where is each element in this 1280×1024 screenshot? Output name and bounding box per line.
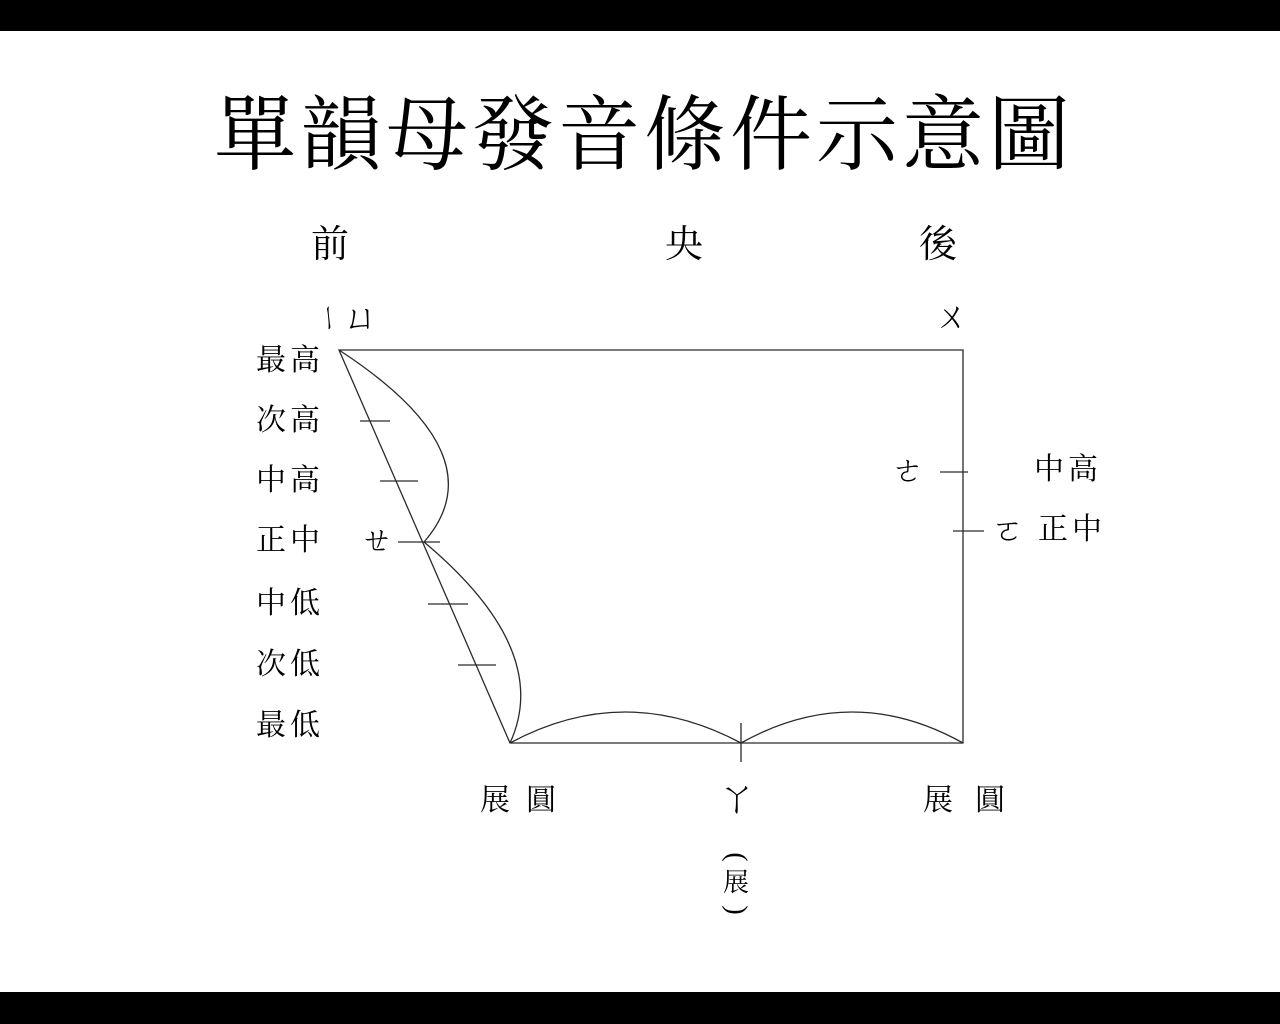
a-annotation-open-paren: (	[721, 852, 752, 862]
vowel-eh: ㄝ	[360, 522, 394, 558]
height-label-zuidi: 最低	[256, 709, 324, 742]
bottom-arc-left	[510, 712, 741, 743]
a-annotation-spread: 展	[722, 868, 750, 897]
axis-label-back: 後	[918, 224, 958, 266]
vowel-e: ㄜ	[891, 452, 925, 488]
height-label-zhonggao: 中高	[256, 464, 324, 497]
right-scale-mid-high: 中高	[1034, 453, 1102, 486]
vowel-o: ㄛ	[991, 512, 1025, 548]
front-upper-curve	[339, 350, 448, 542]
trapezoid-outline	[339, 350, 963, 743]
axis-label-central: 央	[664, 224, 704, 266]
bottom-arc-right	[741, 712, 963, 743]
lip-label-left-spread: 展	[480, 784, 510, 817]
vowel-yu: ㄩ	[344, 300, 378, 337]
front-lower-curve	[424, 542, 521, 743]
vowel-i: ㄧ	[308, 301, 345, 335]
lip-label-right-round: 圓	[975, 784, 1005, 817]
height-label-zhongdi: 中低	[256, 587, 324, 620]
height-label-cigao: 次高	[256, 404, 324, 437]
vowel-a: ㄚ	[717, 778, 757, 820]
vowel-u: ㄨ	[935, 299, 969, 336]
a-annotation-close-paren: )	[721, 905, 752, 915]
page-title: 單韻母發音條件示意圖	[213, 90, 1075, 181]
height-label-zhengzhong: 正中	[256, 524, 324, 557]
lip-label-right-spread: 展	[923, 784, 953, 817]
lip-label-left-round: 圓	[526, 784, 556, 817]
height-label-zuigao: 最高	[256, 344, 324, 377]
right-scale-mid: 正中	[1038, 513, 1106, 546]
axis-label-front: 前	[310, 224, 350, 266]
height-label-cidi: 次低	[256, 648, 324, 681]
